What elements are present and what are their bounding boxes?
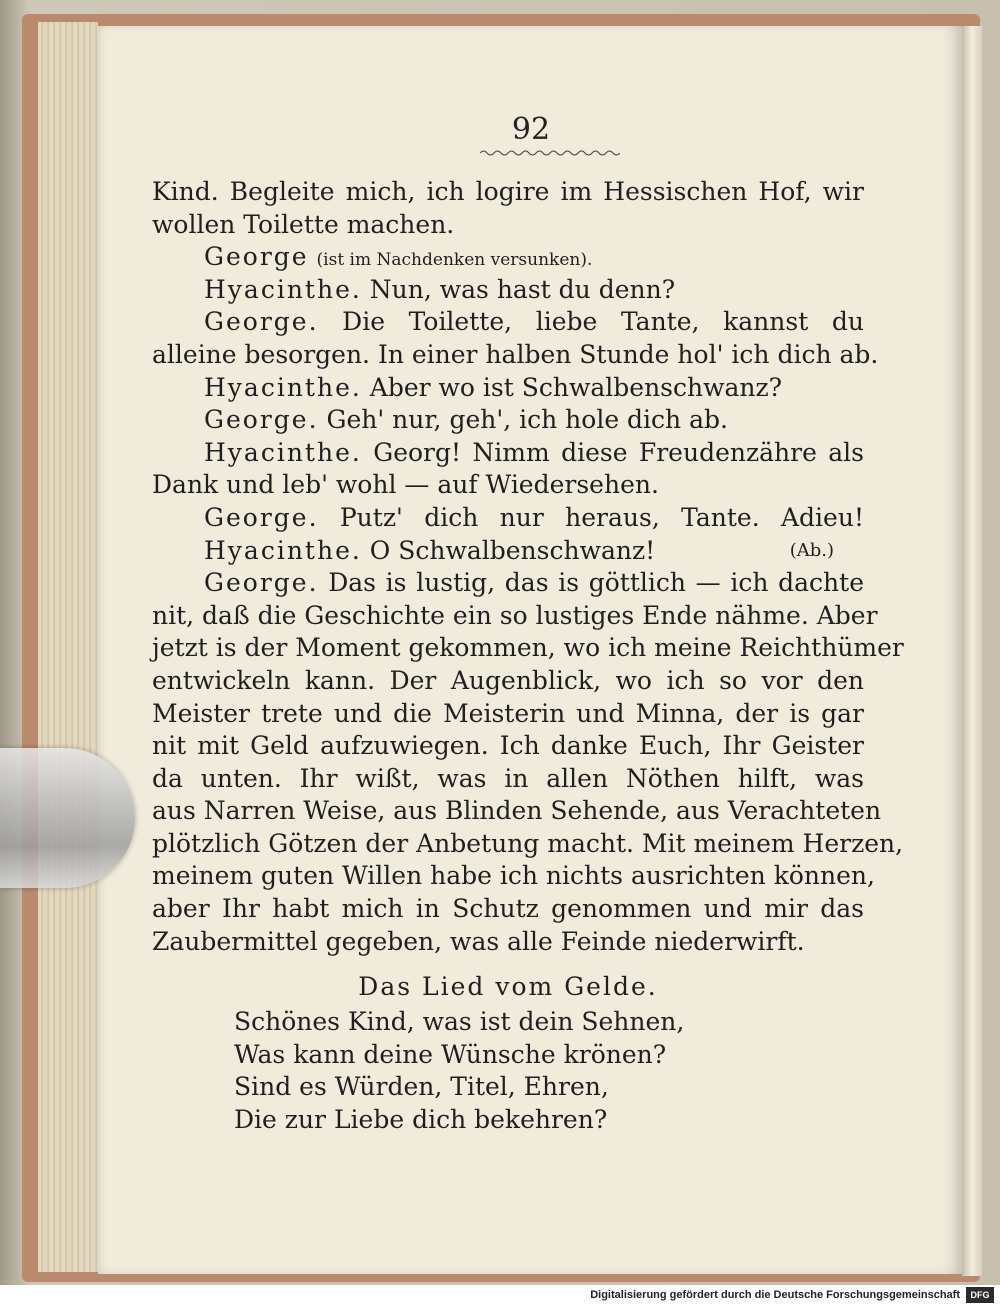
speaker-name: George.	[204, 502, 319, 532]
verse-line: Schönes Kind, was ist dein Sehnen,	[234, 1007, 685, 1037]
stage-direction: (Ab.)	[789, 539, 834, 561]
page-stack	[38, 22, 98, 1272]
text-line: jetzt is der Moment gekommen, wo ich meine Reichthümer	[152, 633, 904, 663]
footer-bar	[0, 1285, 1000, 1307]
page-number: 92	[511, 112, 551, 147]
dialogue-line	[152, 404, 864, 437]
text-line: Meister trete und die Meisterin und Minna, der is gar	[152, 698, 864, 728]
text-line: nit, daß die Geschichte ein so lustiges Ende nähme. Aber	[152, 600, 878, 630]
text-line: aus Narren Weise, aus Blinden Sehende, aus Verachteten	[152, 796, 882, 826]
dialogue-line	[152, 535, 864, 568]
speaker-name: George.	[204, 405, 319, 435]
speaker-name: George.	[204, 307, 319, 337]
text-line: nit mit Geld aufzuwiegen. Ich danke Euch, Ihr Geister	[152, 731, 864, 761]
stage-direction: (ist im Nachdenken versunken).	[316, 250, 593, 271]
dialogue-line	[152, 306, 864, 339]
dialogue-line	[152, 274, 864, 307]
dialogue-line	[152, 502, 864, 535]
dialogue-line	[152, 567, 864, 600]
dialogue-text: Geh' nur, geh', ich hole dich ab.	[326, 405, 728, 435]
text-line: entwickeln kann. Der Augenblick, wo ich so vor den	[152, 665, 864, 695]
dialogue-text: Das is lustig, das is göttlich — ich dachte	[328, 568, 864, 598]
text-line: alleine besorgen. In einer halben Stunde hol' ich dich ab.	[152, 339, 879, 369]
text-line: Zaubermittel gegeben, was alle Feinde niederwirft.	[152, 926, 805, 956]
text-line: Kind. Begleite mich, ich logire im Hessischen Hof, wir	[152, 177, 864, 206]
text-line: wollen Toilette machen.	[152, 209, 455, 239]
speaker-name: Hyacinthe.	[204, 372, 362, 402]
dialogue-text: Nun, was hast du denn?	[369, 274, 676, 304]
scanner-thumb-clip	[0, 748, 135, 888]
page-text	[152, 176, 904, 1137]
verse-line: Sind es Würden, Titel, Ehren,	[234, 1072, 609, 1102]
text-line: meinem guten Willen habe ich nichts ausrichten können,	[152, 861, 875, 891]
dialogue-line	[152, 241, 864, 274]
song-heading: Das Lied vom Gelde.	[358, 972, 658, 1002]
speaker-name: Hyacinthe.	[204, 437, 362, 467]
speaker-name: Hyacinthe.	[204, 274, 362, 304]
funding-credit: Digitalisierung gefördert durch die Deutsche Forschungsgemeinschaft	[590, 1289, 960, 1301]
verse-line: Was kann deine Wünsche krönen?	[234, 1039, 667, 1069]
dialogue-text: O Schwalbenschwanz!	[369, 535, 656, 565]
text-line: Dank und leb' wohl — auf Wiedersehen.	[152, 470, 659, 500]
dialogue-text: Putz' dich nur heraus, Tante. Adieu!	[339, 502, 864, 532]
dialogue-text: Die Toilette, liebe Tante, kannst du	[342, 307, 864, 337]
dialogue-text: Georg! Nimm diese Freudenzähre als	[373, 437, 864, 467]
ornament-rule	[480, 149, 620, 157]
dialogue-text: Aber wo ist Schwalbenschwanz?	[369, 372, 783, 402]
dialogue-line	[152, 372, 864, 405]
text-line: aber Ihr habt mich in Schutz genommen und mir das	[152, 894, 864, 924]
facing-page-edge	[962, 26, 982, 1276]
speaker-name: George	[204, 242, 309, 272]
speaker-name: Hyacinthe.	[204, 535, 362, 565]
dfg-logo-icon: DFG	[966, 1287, 994, 1303]
speaker-name: George.	[204, 568, 319, 598]
verse-line: Die zur Liebe dich bekehren?	[234, 1105, 608, 1135]
text-line: da unten. Ihr wißt, was in allen Nöthen hilft, was	[152, 763, 864, 793]
dialogue-line	[152, 437, 864, 470]
text-line: plötzlich Götzen der Anbetung macht. Mit meinem Herzen,	[152, 828, 904, 858]
